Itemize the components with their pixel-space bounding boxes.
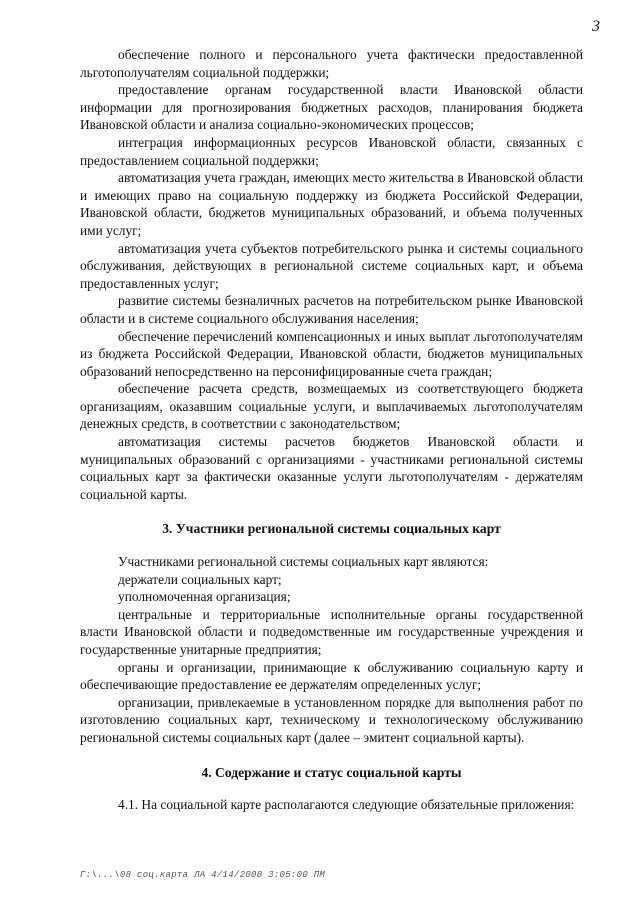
paragraph: предоставление органам государственной власти Ивановской области информации для прогнозирования бюджетных расходов, планирования бюджета Ивановской области и анализа социально-экономических процессов; xyxy=(80,82,583,133)
section-4-heading: 4. Содержание и статус социальной карты xyxy=(201,764,462,780)
page-number: 3 xyxy=(592,18,600,35)
paragraph: 4.1. На социальной карте располагаются следующие обязательные приложения: xyxy=(118,797,575,813)
paragraph: автоматизация учета граждан, имеющих место жительства в Ивановской области и имеющих право на социальную поддержку из бюджета Российской Федерации, Ивановской области, бюджетов муниципальных образований, и объема полученных ими услуг; xyxy=(80,170,583,238)
paragraph: Участниками региональной системы социальных карт являются: xyxy=(118,554,489,570)
paragraph: уполномоченная организация; xyxy=(118,589,291,605)
paragraph: развитие системы безналичных расчетов на потребительском рынке Ивановской области и в системе социального обслуживания населения; xyxy=(80,293,583,326)
paragraph: интеграция информационных ресурсов Ивановской области, связанных с предоставлением социальной поддержки; xyxy=(80,134,583,168)
footer-file-path: Г:\...\08 соц.карта ЛА 4/14/2008 3:05:00 ПМ xyxy=(80,870,326,880)
paragraph: автоматизация учета субъектов потребительского рынка и системы социального обслуживания, действующих в региональной системе социальных карт, и объема предоставленных услуг; xyxy=(80,240,583,291)
paragraph: обеспечение расчета средств, возмещаемых из соответствующего бюджета организациям, оказавшим социальные услуги, и выплачиваемых льготополучателям денежных средств, в соответствии с законодательством; xyxy=(80,381,583,432)
paragraph: обеспечение перечислений компенсационных и иных выплат льготополучателям из бюджета Российской Федерации, Ивановской области, бюджетов муниципальных образований непосредственно на персонифицированные счета граждан; xyxy=(80,328,583,379)
paragraph: организации, привлекаемые в установленном порядке для выполнения работ по изготовлению социальных карт, техническому и технологическому обслуживанию региональной системы социальных карт (далее – эмитент социальной карты). xyxy=(80,694,583,745)
paragraph: автоматизация системы расчетов бюджетов Ивановской области и муниципальных образований с организациями - участниками региональной системы социальных карт за фактически оказанные услуги льготополучателям - держателям социальной карты. xyxy=(80,434,583,502)
paragraph: органы и организации, принимающие к обслуживанию социальную карту и обеспечивающие предоставление ее держателям определенных услуг; xyxy=(80,659,583,693)
paragraph: центральные и территориальные исполнительные органы государственной власти Ивановской области и подведомственные им государственные учреждения и государственные унитарные предприятия; xyxy=(80,606,583,657)
paragraph: обеспечение полного и персонального учета фактически предоставленной льготополучателям социальной поддержки; xyxy=(80,47,583,80)
section-3-heading: 3. Участники региональной системы социальных карт xyxy=(162,521,501,537)
document-body xyxy=(80,46,583,814)
paragraph: держатели социальных карт; xyxy=(118,571,282,587)
